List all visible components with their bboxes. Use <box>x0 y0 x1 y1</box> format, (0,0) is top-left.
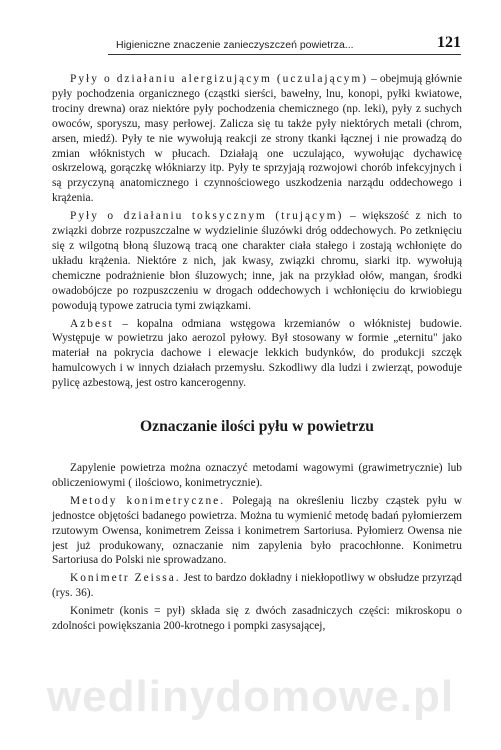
page-body <box>52 72 462 637</box>
paragraph-zeiss-konimeter <box>52 571 462 601</box>
running-header <box>108 34 461 55</box>
term-allergenic-dusts: Pyły o działaniu alergizującym (uczulającym) <box>70 73 369 85</box>
term-konimetric-methods: Metody konimetryczne. <box>70 494 226 507</box>
paragraph-dust-measurement <box>52 461 462 491</box>
paragraph-asbestos <box>52 317 462 392</box>
paragraph-konimetric-methods <box>52 494 462 569</box>
term-toxic-dusts: Pyły o działaniu toksycznym (trującym) <box>70 210 344 223</box>
paragraph-allergenic-dusts <box>52 72 462 206</box>
term-asbestos: Azbest <box>70 317 114 330</box>
paragraph-text: Jest to bardzo dokładny i niekłopotliwy w obsłudze przyrząd (rys. 36). <box>52 572 462 600</box>
paragraph-toxic-dusts <box>52 209 462 313</box>
section-heading: Oznaczanie ilości pyłu w powietrzu <box>140 418 374 436</box>
paragraph-text: Zapylenie powietrza można oznaczyć metodami wagowymi (grawimetrycznie) lub obliczeniowymi ( ilościowo, konimetrycznie). <box>52 462 462 489</box>
paragraph-text: – większość z nich to związki dobrze rozpuszczalne w wydzielinie śluzówki dróg oddechowych. Po zetknięciu się z wilgotną błoną śluzową tracą one charakter ciała stałego i zostają wchłonięte do układu krążenia. Niektóre z nich, jak kwasy, związki chromu, siarki itp. wywołują chemiczne podrażnienie błon śluzowych; inne, jak na przykład ołów, mangan, środki owadobójcze po rozpuszczeniu w drogach oddechowych i wchłonięciu do krwiobiegu powodują typowe zatrucia tymi związkami. <box>52 210 462 312</box>
paragraph-text: – obejmują głównie pyły pochodzenia organicznego (cząstki sierści, bawełny, lnu, konopi, pyłki kwiatowe, trociny drewna) oraz niektóre pyły pochodzenia chemicznego (np. leki), pyły z suchych owoców, sporyszu, masy perłowej. Zalicza się tu także pyły niektórych metali (chrom, arsen, miedź). Pyły te nie wywołują reakcji ze strony tkanki łącznej i nie prowadzą do zmian włóknistych w płucach. Działają one uczulająco, wywołując dychawicę oskrzelową, gorączkę włókniarzy itp. Pyły te sprzyjają rozwojowi chorób infekcyjnych i są przyczyną anatomicznego i czynnościowego uszkodzenia narządu oddechowego i krążenia. <box>52 73 462 205</box>
paragraph-text: Konimetr (konis = pył) składa się z dwóch zasadniczych części: mikroskopu o zdolności powiększania 200-krotnego i pompki zasysającej, <box>52 605 462 633</box>
page-number: 121 <box>437 34 461 51</box>
paragraph-text: – kopalna odmiana wstęgowa krzemianów o włóknistej budowie. Występuje w powietrzu jako aerozol pyłowy. Był stosowany w formie „eternitu" jako materiał na pokrycia dachowe i elewacje lekkich budynków, do produkcji szczęk hamulcowych i w innych działach przemysłu. Szkodliwy dla ludzi i zwierząt, powoduje pylicę azbestową, jest ostro kancerogenny. <box>52 317 462 390</box>
term-zeiss-konimeter: Konimetr Zeissa. <box>70 572 181 585</box>
paragraph-text: Polegają na określeniu liczby cząstek pyłu w jednostce objętości badanego powietrza. Można tu wymienić metodę badań pyłomierzem rzutowym Owensa, konimetrem Zeissa i konimetrem Sartoriusa. Pyłomierz Owensa nie jest już produkowany, oznaczanie nim zapylenia było pracochłonne. Konimetru Sartoriusa do Polski nie sprowadzano. <box>52 494 462 567</box>
paragraph-konimeter-description <box>52 604 462 634</box>
watermark: wedlinydomowe.pl <box>46 672 455 721</box>
running-title: Higieniczne znaczenie zanieczyszczeń powietrza... <box>116 39 354 51</box>
